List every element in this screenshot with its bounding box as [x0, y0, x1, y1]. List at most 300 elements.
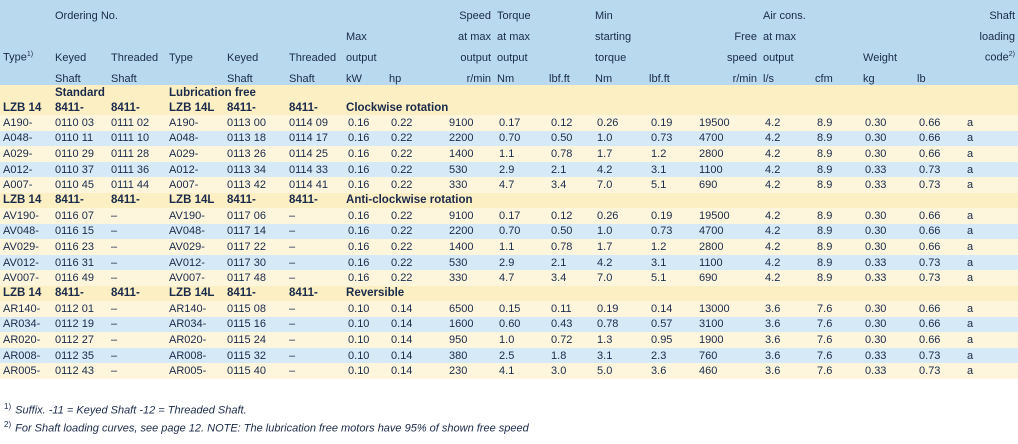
cell-torque-lbfft: 0.50	[546, 131, 592, 147]
cell-hp: 0.14	[386, 348, 446, 364]
cell-type: AR140-	[0, 301, 52, 317]
cell-start-torque-lbfft: 0.19	[646, 208, 696, 224]
section-threaded-prefix: 8411-	[108, 100, 166, 115]
cell-start-torque-lbfft: 5.1	[646, 270, 696, 286]
cell-start-torque-nm: 0.26	[592, 208, 646, 224]
header-output-speed: output	[446, 43, 494, 64]
cell-threaded-shaft-lubfree: –	[286, 224, 343, 240]
cell-hp: 0.22	[386, 115, 446, 131]
cell-start-torque-nm: 1.7	[592, 239, 646, 255]
cell-type-lubfree: A190-	[166, 115, 224, 131]
cell-air-cfm: 8.9	[812, 146, 860, 162]
cell-torque-nm: 1.1	[494, 239, 546, 255]
footnote-text: Suffix. -11 = Keyed Shaft -12 = Threaded Shaft.	[15, 404, 247, 417]
cell-type: AV007-	[0, 270, 52, 286]
cell-start-torque-nm: 5.0	[592, 363, 646, 379]
cell-air-ls: 4.2	[760, 255, 812, 271]
cell-start-torque-nm: 1.0	[592, 131, 646, 147]
cell-torque-lbfft: 0.50	[546, 224, 592, 240]
cell-keyed-shaft-lubfree: 0115 40	[224, 363, 286, 379]
cell-type: A029-	[0, 146, 52, 162]
cell-start-torque-lbfft: 0.73	[646, 224, 696, 240]
footnote-ref-1: 1)	[26, 51, 34, 59]
cell-keyed-shaft: 0112 43	[52, 363, 108, 379]
cell-threaded-shaft: 0111 36	[108, 162, 166, 178]
cell-start-torque-nm: 0.19	[592, 301, 646, 317]
header-unit-lb: lb	[914, 64, 964, 85]
cell-keyed-shaft-lubfree: 0117 48	[224, 270, 286, 286]
cell-type-lubfree: A029-	[166, 146, 224, 162]
cell-type: AV190-	[0, 208, 52, 224]
header-speed: Speed	[446, 0, 494, 22]
cell-kw: 0.16	[343, 255, 386, 271]
header-unit-lbfft-2: lbf.ft	[646, 64, 696, 85]
section-type: LZB 14	[0, 100, 52, 115]
header-unit-kw: kW	[343, 64, 386, 85]
cell-keyed-shaft: 0110 37	[52, 162, 108, 178]
header-weight: Weight	[860, 43, 914, 64]
table-row	[0, 255, 1018, 271]
table-row	[0, 301, 1018, 317]
cell-type-lubfree: A007-	[166, 177, 224, 193]
cell-kw: 0.16	[343, 177, 386, 193]
cell-weight-lb: 0.73	[914, 162, 964, 178]
cell-free-speed: 760	[696, 348, 760, 364]
cell-torque-nm: 0.17	[494, 115, 546, 131]
cell-air-ls: 4.2	[760, 146, 812, 162]
cell-kw: 0.10	[343, 301, 386, 317]
cell-keyed-shaft-lubfree: 0113 34	[224, 162, 286, 178]
cell-speed: 950	[446, 332, 494, 348]
header-output: output	[343, 43, 386, 64]
section-threaded-prefix-lubfree: 8411-	[286, 286, 343, 301]
cell-air-cfm: 8.9	[812, 208, 860, 224]
cell-start-torque-lbfft: 0.73	[646, 131, 696, 147]
cell-keyed-shaft: 0116 07	[52, 208, 108, 224]
cell-free-speed: 460	[696, 363, 760, 379]
cell-torque-lbfft: 0.12	[546, 208, 592, 224]
cell-weight-lb: 0.66	[914, 208, 964, 224]
cell-threaded-shaft-lubfree: 0114 09	[286, 115, 343, 131]
table-header	[0, 0, 1018, 85]
cell-threaded-shaft: –	[108, 348, 166, 364]
cell-weight-kg: 0.33	[860, 177, 914, 193]
cell-threaded-shaft: –	[108, 239, 166, 255]
cell-keyed-shaft-lubfree: 0113 18	[224, 131, 286, 147]
cell-air-ls: 4.2	[760, 208, 812, 224]
cell-weight-kg: 0.30	[860, 332, 914, 348]
header-threaded: Threaded	[108, 43, 166, 64]
cell-speed: 6500	[446, 301, 494, 317]
footnotes	[4, 400, 529, 435]
cell-free-speed: 1100	[696, 162, 760, 178]
section-keyed-prefix-lubfree: 8411-	[224, 193, 286, 208]
section-header	[0, 100, 1018, 115]
section-keyed-prefix: 8411-	[52, 286, 108, 301]
cell-type-lubfree: AV012-	[166, 255, 224, 271]
header-unit-nm-2: Nm	[592, 64, 646, 85]
cell-speed: 330	[446, 177, 494, 193]
cell-shaft-code: a	[964, 332, 1018, 348]
cell-kw: 0.16	[343, 224, 386, 240]
cell-type: A007-	[0, 177, 52, 193]
header-type: Type$^{1)}$	[0, 43, 52, 64]
cell-shaft-code: a	[964, 270, 1018, 286]
cell-hp: 0.22	[386, 239, 446, 255]
header-type-2: Type	[166, 43, 224, 64]
cell-torque-lbfft: 0.78	[546, 239, 592, 255]
cell-start-torque-nm: 4.2	[592, 255, 646, 271]
cell-start-torque-nm: 1.7	[592, 146, 646, 162]
cell-type-lubfree: AV007-	[166, 270, 224, 286]
cell-free-speed: 3100	[696, 317, 760, 333]
section-keyed-prefix: 8411-	[52, 100, 108, 115]
cell-kw: 0.16	[343, 115, 386, 131]
section-threaded-prefix: 8411-	[108, 286, 166, 301]
section-keyed-prefix: 8411-	[52, 193, 108, 208]
cell-speed: 2200	[446, 224, 494, 240]
cell-threaded-shaft: 0111 02	[108, 115, 166, 131]
cell-torque-nm: 0.70	[494, 131, 546, 147]
cell-start-torque-lbfft: 0.57	[646, 317, 696, 333]
cell-weight-lb: 0.66	[914, 224, 964, 240]
cell-hp: 0.14	[386, 317, 446, 333]
cell-weight-kg: 0.33	[860, 162, 914, 178]
cell-keyed-shaft-lubfree: 0115 24	[224, 332, 286, 348]
cell-start-torque-nm: 1.3	[592, 332, 646, 348]
cell-kw: 0.10	[343, 363, 386, 379]
header-unit-rmin: r/min	[446, 64, 494, 85]
cell-start-torque-lbfft: 2.3	[646, 348, 696, 364]
cell-type-lubfree: A012-	[166, 162, 224, 178]
cell-torque-nm: 0.60	[494, 317, 546, 333]
cell-start-torque-nm: 3.1	[592, 348, 646, 364]
header-unit-rmin-2: r/min	[696, 64, 760, 85]
cell-type: AR005-	[0, 363, 52, 379]
cell-torque-nm: 0.17	[494, 208, 546, 224]
cell-threaded-shaft: –	[108, 301, 166, 317]
cell-weight-lb: 0.66	[914, 332, 964, 348]
cell-threaded-shaft: –	[108, 255, 166, 271]
cell-air-ls: 3.6	[760, 348, 812, 364]
header-shaft: Shaft	[964, 0, 1018, 22]
table-row	[0, 162, 1018, 178]
cell-kw: 0.10	[343, 332, 386, 348]
table-row	[0, 208, 1018, 224]
cell-torque-lbfft: 3.4	[546, 177, 592, 193]
cell-keyed-shaft-lubfree: 0113 42	[224, 177, 286, 193]
cell-weight-lb: 0.66	[914, 317, 964, 333]
header-output-air: output	[760, 43, 812, 64]
section-keyed-prefix-lubfree: 8411-	[224, 286, 286, 301]
cell-speed: 230	[446, 363, 494, 379]
cell-threaded-shaft: –	[108, 208, 166, 224]
cell-type-lubfree: AR008-	[166, 348, 224, 364]
cell-threaded-shaft: 0111 10	[108, 131, 166, 147]
cell-speed: 2200	[446, 131, 494, 147]
cell-shaft-code: a	[964, 224, 1018, 240]
cell-speed: 1600	[446, 317, 494, 333]
cell-type: AR020-	[0, 332, 52, 348]
cell-type-lubfree: AR140-	[166, 301, 224, 317]
cell-shaft-code: a	[964, 208, 1018, 224]
cell-air-cfm: 7.6	[812, 317, 860, 333]
pre-section-row	[0, 85, 1018, 100]
cell-weight-kg: 0.30	[860, 146, 914, 162]
header-shaft-4: Shaft	[286, 64, 343, 85]
cell-speed: 380	[446, 348, 494, 364]
cell-type-lubfree: AR034-	[166, 317, 224, 333]
cell-start-torque-lbfft: 1.2	[646, 146, 696, 162]
cell-weight-kg: 0.30	[860, 131, 914, 147]
header-air-cons: Air cons.	[760, 0, 812, 22]
header-threaded-2: Threaded	[286, 43, 343, 64]
cell-air-ls: 3.6	[760, 363, 812, 379]
cell-shaft-code: a	[964, 301, 1018, 317]
cell-threaded-shaft-lubfree: –	[286, 208, 343, 224]
cell-type: AR034-	[0, 317, 52, 333]
cell-start-torque-nm: 4.2	[592, 162, 646, 178]
cell-torque-lbfft: 0.11	[546, 301, 592, 317]
cell-torque-nm: 4.1	[494, 363, 546, 379]
cell-type: AR008-	[0, 348, 52, 364]
cell-air-ls: 3.6	[760, 301, 812, 317]
cell-hp: 0.14	[386, 301, 446, 317]
cell-keyed-shaft: 0112 35	[52, 348, 108, 364]
cell-shaft-code: a	[964, 131, 1018, 147]
cell-air-cfm: 7.6	[812, 363, 860, 379]
cell-torque-lbfft: 2.1	[546, 255, 592, 271]
cell-threaded-shaft-lubfree: –	[286, 270, 343, 286]
cell-hp: 0.22	[386, 177, 446, 193]
header-shaft-1: Shaft	[52, 64, 108, 85]
cell-type: A190-	[0, 115, 52, 131]
cell-threaded-shaft-lubfree: 0114 33	[286, 162, 343, 178]
table-row	[0, 131, 1018, 147]
cell-type-lubfree: AV048-	[166, 224, 224, 240]
cell-kw: 0.16	[343, 208, 386, 224]
header-row-3	[0, 43, 1018, 64]
cell-free-speed: 690	[696, 270, 760, 286]
cell-hp: 0.22	[386, 224, 446, 240]
cell-type-lubfree: AV029-	[166, 239, 224, 255]
cell-torque-nm: 4.7	[494, 270, 546, 286]
section-type-lubfree: LZB 14L	[166, 100, 224, 115]
footnote-text: For Shaft loading curves, see page 12. NOTE: The lubrication free motors have 95% of shown free speed	[15, 422, 529, 435]
footnote-mark: 1)	[4, 402, 12, 411]
cell-weight-lb: 0.66	[914, 131, 964, 147]
cell-keyed-shaft: 0110 03	[52, 115, 108, 131]
cell-torque-nm: 2.9	[494, 162, 546, 178]
cell-speed: 9100	[446, 208, 494, 224]
section-title: Anti-clockwise rotation	[343, 193, 1018, 208]
cell-keyed-shaft: 0112 01	[52, 301, 108, 317]
cell-air-cfm: 7.6	[812, 332, 860, 348]
cell-weight-lb: 0.73	[914, 270, 964, 286]
section-title: Reversible	[343, 286, 1018, 301]
cell-threaded-shaft: 0111 28	[108, 146, 166, 162]
cell-shaft-code: a	[964, 239, 1018, 255]
cell-torque-nm: 0.70	[494, 224, 546, 240]
cell-keyed-shaft-lubfree: 0113 00	[224, 115, 286, 131]
cell-air-cfm: 8.9	[812, 224, 860, 240]
cell-torque-nm: 1.0	[494, 332, 546, 348]
cell-keyed-shaft-lubfree: 0113 26	[224, 146, 286, 162]
table-row	[0, 224, 1018, 240]
header-keyed-2: Keyed	[224, 43, 286, 64]
cell-weight-lb: 0.66	[914, 301, 964, 317]
cell-keyed-shaft: 0110 45	[52, 177, 108, 193]
header-at-max-torque: at max	[494, 22, 546, 43]
cell-keyed-shaft-lubfree: 0117 22	[224, 239, 286, 255]
cell-threaded-shaft: –	[108, 224, 166, 240]
cell-keyed-shaft: 0116 23	[52, 239, 108, 255]
cell-torque-lbfft: 0.72	[546, 332, 592, 348]
cell-air-cfm: 8.9	[812, 255, 860, 271]
cell-weight-lb: 0.66	[914, 239, 964, 255]
cell-torque-lbfft: 3.0	[546, 363, 592, 379]
cell-hp: 0.22	[386, 208, 446, 224]
section-type-lubfree: LZB 14L	[166, 193, 224, 208]
cell-start-torque-lbfft: 3.1	[646, 255, 696, 271]
cell-torque-lbfft: 2.1	[546, 162, 592, 178]
cell-shaft-code: a	[964, 115, 1018, 131]
cell-speed: 1400	[446, 239, 494, 255]
cell-air-cfm: 7.6	[812, 301, 860, 317]
cell-keyed-shaft-lubfree: 0117 06	[224, 208, 286, 224]
cell-kw: 0.16	[343, 131, 386, 147]
header-shaft-3: Shaft	[224, 64, 286, 85]
cell-keyed-shaft-lubfree: 0115 32	[224, 348, 286, 364]
table-row	[0, 177, 1018, 193]
cell-torque-lbfft: 0.43	[546, 317, 592, 333]
cell-air-ls: 4.2	[760, 162, 812, 178]
header-at-max-speed: at max	[446, 22, 494, 43]
cell-air-cfm: 8.9	[812, 270, 860, 286]
section-threaded-prefix-lubfree: 8411-	[286, 100, 343, 115]
cell-torque-nm: 4.7	[494, 177, 546, 193]
cell-threaded-shaft-lubfree: 0114 41	[286, 177, 343, 193]
cell-shaft-code: a	[964, 348, 1018, 364]
cell-free-speed: 2800	[696, 146, 760, 162]
header-ordering-no: Ordering No.	[52, 0, 166, 22]
section-type-lubfree: LZB 14L	[166, 286, 224, 301]
cell-torque-nm: 0.15	[494, 301, 546, 317]
label-standard: Standard	[52, 85, 166, 100]
header-row-1	[0, 0, 1018, 22]
cell-keyed-shaft-lubfree: 0115 16	[224, 317, 286, 333]
cell-keyed-shaft: 0116 31	[52, 255, 108, 271]
cell-start-torque-nm: 1.0	[592, 224, 646, 240]
cell-air-cfm: 8.9	[812, 239, 860, 255]
cell-threaded-shaft-lubfree: –	[286, 255, 343, 271]
cell-air-cfm: 8.9	[812, 115, 860, 131]
header-output-torque: output	[494, 43, 546, 64]
table-row	[0, 146, 1018, 162]
cell-speed: 530	[446, 162, 494, 178]
cell-kw: 0.16	[343, 239, 386, 255]
cell-shaft-code: a	[964, 363, 1018, 379]
cell-type-lubfree: AR005-	[166, 363, 224, 379]
cell-weight-lb: 0.73	[914, 363, 964, 379]
cell-weight-kg: 0.30	[860, 301, 914, 317]
cell-threaded-shaft-lubfree: –	[286, 348, 343, 364]
section-threaded-prefix-lubfree: 8411-	[286, 193, 343, 208]
cell-kw: 0.16	[343, 146, 386, 162]
table-row	[0, 317, 1018, 333]
cell-free-speed: 4700	[696, 131, 760, 147]
footnote-mark: 2)	[4, 419, 12, 429]
cell-air-ls: 3.6	[760, 332, 812, 348]
table-row	[0, 348, 1018, 364]
cell-shaft-code: a	[964, 255, 1018, 271]
cell-free-speed: 2800	[696, 239, 760, 255]
cell-start-torque-nm: 0.26	[592, 115, 646, 131]
header-row-4	[0, 64, 1018, 85]
cell-keyed-shaft: 0112 19	[52, 317, 108, 333]
cell-start-torque-nm: 0.78	[592, 317, 646, 333]
cell-speed: 330	[446, 270, 494, 286]
cell-hp: 0.22	[386, 270, 446, 286]
cell-keyed-shaft-lubfree: 0117 14	[224, 224, 286, 240]
cell-weight-kg: 0.30	[860, 224, 914, 240]
cell-hp: 0.14	[386, 332, 446, 348]
header-code: code$^{2)}$	[964, 43, 1018, 64]
cell-speed: 1400	[446, 146, 494, 162]
header-torque: Torque	[494, 0, 546, 22]
footnote-2	[4, 418, 529, 436]
table-row	[0, 270, 1018, 286]
header-unit-lbfft: lbf.ft	[546, 64, 592, 85]
cell-weight-kg: 0.33	[860, 270, 914, 286]
cell-shaft-code: a	[964, 162, 1018, 178]
cell-weight-kg: 0.33	[860, 363, 914, 379]
cell-threaded-shaft-lubfree: –	[286, 363, 343, 379]
label-lubrication-free: Lubrication free	[166, 85, 343, 100]
cell-threaded-shaft: –	[108, 270, 166, 286]
table-row	[0, 239, 1018, 255]
cell-type: A048-	[0, 131, 52, 147]
cell-threaded-shaft-lubfree: –	[286, 332, 343, 348]
cell-kw: 0.16	[343, 270, 386, 286]
cell-kw: 0.10	[343, 348, 386, 364]
cell-torque-lbfft: 1.8	[546, 348, 592, 364]
cell-shaft-code: a	[964, 177, 1018, 193]
cell-keyed-shaft-lubfree: 0117 30	[224, 255, 286, 271]
cell-start-torque-nm: 7.0	[592, 177, 646, 193]
cell-type: AV012-	[0, 255, 52, 271]
cell-air-ls: 4.2	[760, 131, 812, 147]
cell-hp: 0.22	[386, 162, 446, 178]
cell-type: A012-	[0, 162, 52, 178]
cell-weight-lb: 0.73	[914, 348, 964, 364]
cell-weight-kg: 0.30	[860, 208, 914, 224]
header-shaft-2: Shaft	[108, 64, 166, 85]
cell-threaded-shaft-lubfree: 0114 17	[286, 131, 343, 147]
header-unit-cfm: cfm	[812, 64, 860, 85]
cell-start-torque-lbfft: 3.1	[646, 162, 696, 178]
table-row	[0, 332, 1018, 348]
cell-torque-lbfft: 0.78	[546, 146, 592, 162]
cell-type: AV048-	[0, 224, 52, 240]
header-speed-free: speed	[696, 43, 760, 64]
footnote-1	[4, 400, 529, 418]
footnote-ref-2: 2)	[1008, 51, 1016, 59]
cell-keyed-shaft: 0110 11	[52, 131, 108, 147]
cell-air-ls: 4.2	[760, 270, 812, 286]
cell-threaded-shaft: –	[108, 317, 166, 333]
header-max: Max	[343, 22, 386, 43]
